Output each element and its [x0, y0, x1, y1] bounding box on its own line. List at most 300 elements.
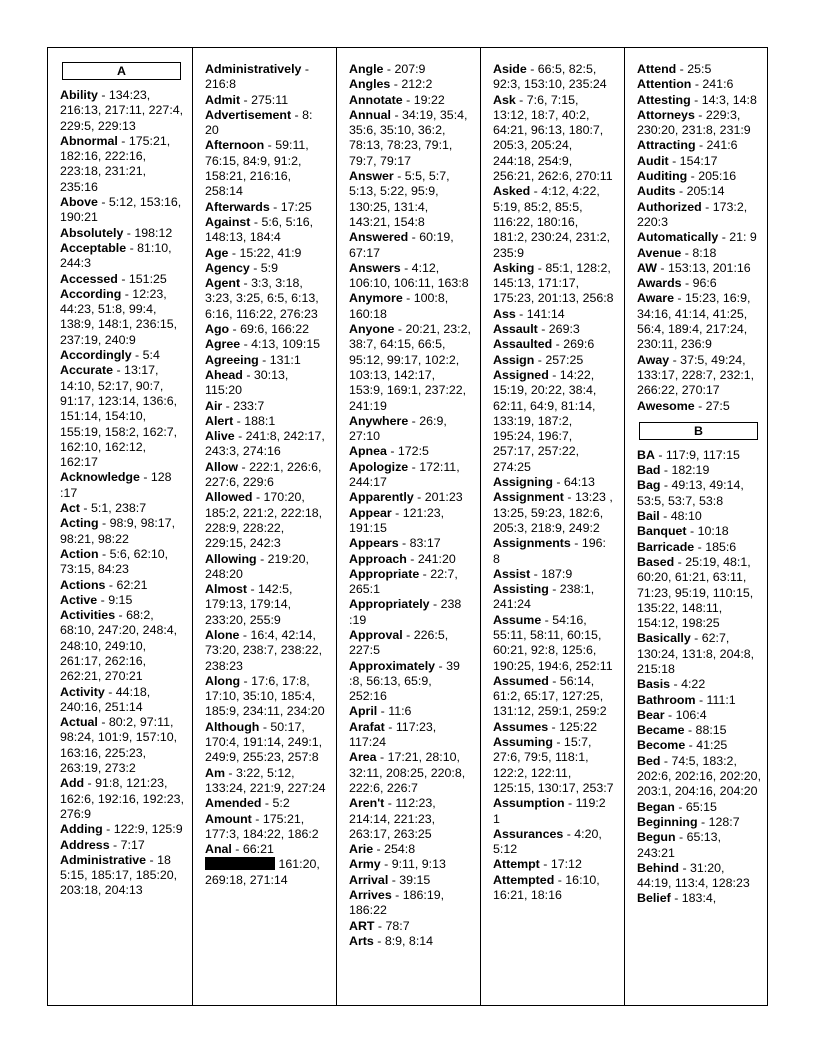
- index-term: Begun: [637, 830, 676, 845]
- page-line-references: 65:15: [685, 799, 717, 814]
- page-line-references: 5:1, 238:7: [90, 501, 147, 516]
- index-term: Assume: [493, 612, 542, 627]
- page-line-references: 22:7, 265:1: [349, 566, 458, 597]
- index-entry: Almost - 142:5, 179:13, 179:14, 233:20, 255:9: [205, 582, 293, 627]
- index-term: Barricade: [637, 539, 695, 554]
- page-line-references: 4:12, 4:22, 5:19, 85:2, 85:5, 116:22, 180:16, 181:2, 230:24, 231:2, 235:9: [493, 184, 611, 260]
- page-line-references: 64:13: [563, 475, 595, 490]
- index-term: Along: [205, 673, 241, 688]
- page-line-references: 31:20, 44:19, 113:4, 128:23: [637, 860, 750, 891]
- index-entry: Anal - 66:21: [205, 842, 274, 857]
- page-line-references: 5:2: [272, 796, 290, 811]
- page-line-references: 183:4,: [681, 891, 717, 906]
- index-term: Accurate: [60, 363, 114, 378]
- page-line-references: 188:1: [244, 413, 276, 428]
- index-entry: Assumes - 125:22: [493, 719, 598, 734]
- index-term: According: [60, 286, 122, 301]
- index-entry: Agent - 3:3, 3:18, 3:23, 3:25, 6:5, 6:13, 6:16, 116:22, 276:23: [205, 276, 319, 321]
- index-term: Bathroom: [637, 692, 696, 707]
- page-line-references: 26:9, 27:10: [349, 413, 447, 444]
- index-entry: Became - 88:15: [637, 723, 727, 738]
- index-entry: Alive - 241:8, 242:17, 243:3, 274:16: [205, 429, 325, 459]
- index-entry: Assault - 269:3: [493, 322, 580, 337]
- page-line-references: 154:17: [679, 153, 718, 168]
- index-term: Accessed: [60, 271, 118, 286]
- index-term: Assumed: [493, 673, 549, 688]
- index-entry: Active - 9:15: [60, 592, 133, 607]
- index-term: Bear: [637, 707, 665, 722]
- index-term: Arrival: [349, 872, 389, 887]
- index-term: Become: [637, 738, 686, 753]
- index-term: Accordingly: [60, 348, 132, 363]
- index-term: Belief: [637, 891, 671, 906]
- index-entry: Assign - 257:25: [493, 352, 584, 367]
- index-term: Annual: [349, 107, 391, 122]
- index-term: Agency: [205, 260, 250, 275]
- page-line-references: 257:25: [545, 352, 584, 367]
- page-line-references: 233:7: [233, 398, 265, 413]
- index-term: Assumes: [493, 719, 549, 734]
- index-term: Add: [60, 776, 85, 791]
- index-entry: Accurate - 13:17, 14:10, 52:17, 90:7, 91:17, 123:14, 136:6, 151:14, 154:10, 155:19, 158:2, 162:7, 162:10, 162:12, 162:17: [60, 363, 178, 470]
- index-entry: Audits - 205:14: [637, 184, 725, 199]
- index-entry: Bail - 48:10: [637, 509, 702, 524]
- index-entry: Arie - 254:8: [349, 842, 416, 857]
- index-entry: Allowed - 170:20, 185:2, 221:2, 222:18, 228:9, 228:22, 229:15, 242:3: [205, 490, 323, 551]
- page-line-references: 59:11, 76:15, 84:9, 91:2, 158:21, 216:16, 258:14: [205, 138, 309, 199]
- index-entry: Allow - 222:1, 226:6, 227:6, 229:6: [205, 459, 322, 490]
- index-entry: Above - 5:12, 153:16, 190:21: [60, 195, 182, 225]
- page-line-references: 100:8, 160:18: [349, 291, 449, 321]
- index-term: Attention: [637, 77, 692, 92]
- page-line-references: 122:9, 125:9: [113, 822, 183, 837]
- index-term: Amount: [205, 811, 252, 826]
- index-entry: Administratively - 216:8: [205, 62, 309, 92]
- page-line-references: 151:25: [128, 271, 167, 286]
- page-line-references: 207:9: [394, 62, 426, 76]
- index-term: Against: [205, 214, 251, 229]
- index-term: Acknowledge: [60, 470, 140, 485]
- index-term: Age: [205, 245, 229, 260]
- index-term: Assist: [493, 566, 531, 581]
- index-entry: Aren't - 112:23, 214:14, 221:23, 263:17, 263:25: [349, 796, 436, 841]
- index-entry: [205, 857, 328, 888]
- page-line-references: 185:6: [705, 539, 737, 554]
- index-entry: Beginning - 128:7: [637, 814, 740, 829]
- index-entry: Actions - 62:21: [60, 577, 148, 592]
- index-term: Bed: [637, 753, 661, 768]
- index-term: Attempt: [493, 857, 540, 872]
- index-entry: Assigning - 64:13: [493, 475, 595, 490]
- index-term: Acting: [60, 516, 99, 531]
- page-line-references: 9:11, 9:13: [391, 857, 446, 872]
- index-term: Afternoon: [205, 138, 265, 153]
- index-term: Alert: [205, 413, 234, 428]
- index-term: BA: [637, 447, 655, 462]
- page-line-references: 69:6, 166:22: [240, 322, 310, 337]
- index-entry: Banquet - 10:18: [637, 524, 729, 539]
- index-term: Aside: [493, 62, 527, 76]
- index-term: Audits: [637, 184, 676, 199]
- index-term: Awards: [637, 276, 682, 291]
- index-entry: Anyone - 20:21, 23:2, 38:7, 64:15, 66:5, 95:12, 99:17, 102:2, 103:13, 142:17, 153:9, 169:1, 237:22, 241:19: [349, 322, 471, 413]
- index-entry: Appropriately - 238 :19: [349, 597, 462, 627]
- page-line-references: 19:22: [413, 92, 445, 107]
- page-line-references: 5:9: [260, 260, 279, 275]
- index-term: Assignment: [493, 490, 564, 505]
- page-line-references: 27:5: [705, 398, 730, 413]
- section-letter-a: A: [62, 62, 181, 80]
- page-line-references: 201:23: [424, 490, 463, 505]
- index-term: Away: [637, 352, 670, 367]
- page-line-references: 5:4: [142, 348, 160, 363]
- index-term: Activities: [60, 608, 116, 623]
- index-entry: Arrival - 39:15: [349, 872, 431, 887]
- page-line-references: 60:19, 67:17: [349, 230, 454, 260]
- page-line-references: 205:14: [686, 184, 725, 199]
- page-line-references: 54:16, 55:11, 58:11, 60:15, 60:21, 92:8, 125:6, 190:25, 194:6, 252:11: [493, 612, 613, 673]
- index-term: Behind: [637, 860, 679, 875]
- index-entry: Air - 233:7: [205, 398, 265, 413]
- page-line-references: 125:22: [559, 719, 598, 734]
- index-term: AW: [637, 260, 657, 275]
- index-term: Abnormal: [60, 133, 118, 148]
- index-term: Active: [60, 592, 98, 607]
- page-line-references: 128 :17: [60, 470, 172, 500]
- page-line-references: 4:12, 106:10, 106:11, 163:8: [349, 260, 469, 291]
- page-line-references: 80:2, 97:11, 98:24, 101:9, 157:10, 163:16, 225:23, 263:19, 273:2: [60, 715, 178, 776]
- index-term: Bail: [637, 509, 660, 524]
- index-entry: Ahead - 30:13, 115:20: [205, 367, 289, 398]
- index-term: Actual: [60, 715, 98, 730]
- index-term: ART: [349, 918, 375, 933]
- index-column-2: [192, 48, 336, 1005]
- index-entry: Act - 5:1, 238:7: [60, 501, 147, 516]
- index-entry: AW - 153:13, 201:16: [637, 260, 751, 275]
- index-entry: Awesome - 27:5: [637, 398, 730, 413]
- page-line-references: 11:6: [388, 704, 412, 719]
- index-entry: According - 12:23, 44:23, 51:8, 99:4, 138:9, 148:1, 236:15, 237:19, 240:9: [60, 286, 178, 347]
- index-entry: Ago - 69:6, 166:22: [205, 322, 310, 337]
- page-line-references: 172:11, 244:17: [349, 459, 460, 490]
- page-line-references: 88:15: [695, 723, 727, 738]
- index-entry: Apnea - 172:5: [349, 444, 429, 459]
- index-term: Answer: [349, 169, 394, 184]
- index-term: Administrative: [60, 852, 147, 867]
- index-entry: Afterwards - 17:25: [205, 199, 312, 214]
- index-entry: Am - 3:22, 5:12, 133:24, 221:9, 227:24: [205, 765, 326, 795]
- index-term: Angles: [349, 77, 391, 92]
- index-term: Adding: [60, 822, 103, 837]
- page-line-references: 241:6: [702, 77, 734, 92]
- index-term: Allowed: [205, 490, 253, 505]
- index-entry: Allowing - 219:20, 248:20: [205, 551, 309, 581]
- index-entry: Appears - 83:17: [349, 536, 441, 551]
- index-term: Ask: [493, 92, 516, 107]
- index-term: Action: [60, 546, 99, 561]
- index-entry: Accessed - 151:25: [60, 271, 167, 286]
- index-entry: Assumption - 119:2 1: [493, 796, 606, 826]
- page-line-references: 12:23, 44:23, 51:8, 99:4, 138:9, 148:1, 236:15, 237:19, 240:9: [60, 286, 178, 347]
- index-entry: Assume - 54:16, 55:11, 58:11, 60:15, 60:21, 92:8, 125:6, 190:25, 194:6, 252:11: [493, 612, 613, 673]
- page-line-references: 65:13, 243:21: [637, 830, 722, 860]
- page-line-references: 17:6, 17:8, 17:10, 35:10, 185:4, 185:9, 234:11, 234:20: [205, 673, 325, 719]
- page-line-references: 238:1, 241:24: [493, 582, 595, 612]
- index-entry: Age - 15:22, 41:9: [205, 245, 302, 260]
- index-entry: Agreeing - 131:1: [205, 352, 301, 367]
- page-line-references: 5:6, 62:10, 73:15, 84:23: [60, 546, 169, 577]
- index-term: Above: [60, 195, 98, 210]
- index-entry: Admit - 275:11: [205, 92, 289, 107]
- index-term: Absolutely: [60, 225, 124, 240]
- index-entry: Annual - 34:19, 35:4, 35:6, 35:10, 36:2, 78:13, 78:23, 79:1, 79:7, 79:17: [349, 107, 468, 168]
- index-term: Ago: [205, 322, 230, 337]
- index-term: Auditing: [637, 169, 688, 184]
- page-line-references: 5:6, 5:16, 148:13, 184:4: [205, 214, 314, 245]
- index-entry: Ability - 134:23, 216:13, 217:11, 227:4, 229:5, 229:13: [60, 88, 184, 133]
- index-term: Appropriately: [349, 597, 430, 612]
- index-entry: Auditing - 205:16: [637, 169, 737, 184]
- index-entry: Assuming - 15:7, 27:6, 79:5, 118:1, 122:2, 122:11, 125:15, 130:17, 253:7: [493, 735, 614, 795]
- page-line-references: 128:7: [708, 814, 740, 829]
- index-term: Appropriate: [349, 566, 420, 581]
- index-column-3: [336, 48, 480, 1005]
- index-entry: Arafat - 117:23, 117:24: [349, 719, 437, 750]
- page-line-references: 13:17, 14:10, 52:17, 90:7, 91:17, 123:14, 136:6, 151:14, 154:10, 155:19, 158:2, 162:7, 162:10, 162:12, 162:17: [60, 363, 178, 470]
- index-entry: Attend - 25:5: [637, 62, 712, 76]
- index-term: Apologize: [349, 459, 409, 474]
- page-line-references: 17:25: [280, 199, 312, 214]
- page-line-references: 21: 9: [729, 230, 757, 245]
- index-term: Address: [60, 837, 110, 852]
- page-line-references: 25:5: [687, 62, 712, 76]
- page-line-references: 20:21, 23:2, 38:7, 64:15, 66:5, 95:12, 99:17, 102:2, 103:13, 142:17, 153:9, 169:1, 237:22, 241:19: [349, 322, 471, 413]
- index-entry: Bathroom - 111:1: [637, 692, 736, 707]
- index-term: Based: [637, 554, 675, 569]
- index-entry: Arrives - 186:19, 186:22: [349, 888, 445, 918]
- page-line-references: 78:7: [385, 918, 410, 933]
- index-entry: Asked - 4:12, 4:22, 5:19, 85:2, 85:5, 116:22, 180:16, 181:2, 230:24, 231:2, 235:9: [493, 184, 611, 260]
- page-line-references: 8:9, 8:14: [384, 933, 434, 948]
- index-entry: April - 11:6: [349, 704, 412, 719]
- index-entry: Anymore - 100:8, 160:18: [349, 291, 449, 321]
- page-line-references: 62:7, 130:24, 131:8, 204:8, 215:18: [637, 631, 755, 676]
- page-line-references: 91:8, 121:23, 162:6, 192:16, 192:23, 276:9: [60, 776, 185, 821]
- index-entry: Absolutely - 198:12: [60, 225, 173, 240]
- index-term: Assault: [493, 322, 538, 337]
- index-entry: Along - 17:6, 17:8, 17:10, 35:10, 185:4, 185:9, 234:11, 234:20: [205, 673, 325, 719]
- page-line-references: 269:3: [548, 322, 580, 337]
- index-entry: Attempted - 16:10, 16:21, 18:16: [493, 872, 600, 903]
- index-entry: Accordingly - 5:4: [60, 348, 160, 363]
- page-line-references: 10:18: [697, 524, 729, 539]
- index-entry: Acceptable - 81:10, 244:3: [60, 240, 172, 271]
- index-term: Attracting: [637, 138, 696, 153]
- page-line-references: 241:6: [706, 138, 738, 153]
- index-term: Attorneys: [637, 107, 695, 122]
- page-line-references: 131:1: [269, 352, 301, 367]
- index-term: Acceptable: [60, 240, 127, 255]
- page-line-references: 85:1, 128:2, 145:13, 171:17, 175:23, 201:13, 256:8: [493, 260, 614, 306]
- index-term: Basically: [637, 631, 691, 646]
- index-entry: Based - 25:19, 48:1, 60:20, 61:21, 63:11, 71:23, 95:19, 110:15, 135:22, 148:11, 154:12, 198:25: [637, 554, 754, 631]
- index-term: Actions: [60, 577, 106, 592]
- index-term: Appear: [349, 505, 392, 520]
- index-term: Agreeing: [205, 352, 259, 367]
- index-term: Appears: [349, 536, 399, 551]
- page-line-references: 153:13, 201:16: [667, 260, 751, 275]
- index-entry: Asking - 85:1, 128:2, 145:13, 171:17, 175:23, 201:13, 256:8: [493, 260, 614, 306]
- index-term: Awesome: [637, 398, 695, 413]
- index-entry: Amended - 5:2: [205, 796, 290, 811]
- page-line-references: 17:21, 28:10, 32:11, 208:25, 220:8, 222:6, 226:7: [349, 750, 466, 795]
- index-term: Annotate: [349, 92, 403, 107]
- page-line-references: 34:19, 35:4, 35:6, 35:10, 36:2, 78:13, 78:23, 79:1, 79:7, 79:17: [349, 107, 468, 168]
- index-entry: Alert - 188:1: [205, 413, 276, 428]
- page-line-references: 241:8, 242:17, 243:3, 274:16: [205, 429, 325, 459]
- page-line-references: 182:19: [671, 463, 710, 478]
- index-entry: Attempt - 17:12: [493, 857, 582, 872]
- page-line-references: 15:22, 41:9: [239, 245, 302, 260]
- page-line-references: 187:9: [541, 566, 573, 581]
- index-entry: Acting - 98:9, 98:17, 98:21, 98:22: [60, 516, 176, 546]
- page-line-references: 175:21, 177:3, 184:22, 186:2: [205, 811, 319, 841]
- index-term: Administratively: [205, 62, 302, 76]
- index-term: Authorized: [637, 199, 702, 214]
- page-line-references: 8:18: [692, 245, 717, 260]
- index-entry: Activities - 68:2, 68:10, 247:20, 248:4, 248:10, 249:10, 261:17, 262:16, 262:21, 270:21: [60, 608, 178, 684]
- index-column-4: [480, 48, 624, 1005]
- redaction-block: [205, 857, 275, 870]
- index-term: Ability: [60, 88, 98, 102]
- page-line-references: 226:5, 227:5: [349, 627, 449, 658]
- index-entry: Basically - 62:7, 130:24, 131:8, 204:8, 215:18: [637, 631, 755, 676]
- index-term: Anywhere: [349, 413, 409, 428]
- page-line-references: 161:20, 269:18, 271:14: [205, 857, 320, 887]
- index-term: Army: [349, 857, 381, 872]
- page-line-references: 16:10, 16:21, 18:16: [493, 872, 600, 903]
- index-entry: Adding - 122:9, 125:9: [60, 822, 183, 837]
- index-entry: Become - 41:25: [637, 738, 728, 753]
- index-entry: Begun - 65:13, 243:21: [637, 830, 722, 860]
- index-term: Audit: [637, 153, 669, 168]
- index-term: Agent: [205, 276, 241, 291]
- page-line-references: 5:12, 153:16, 190:21: [60, 195, 182, 225]
- page-line-references: 7:17: [120, 837, 145, 852]
- index-entry: Authorized - 173:2, 220:3: [637, 199, 748, 229]
- index-entry: Answers - 4:12, 106:10, 106:11, 163:8: [349, 260, 469, 291]
- index-entry: Anywhere - 26:9, 27:10: [349, 413, 447, 444]
- page-line-references: 121:23, 191:15: [349, 505, 445, 535]
- index-term: Beginning: [637, 814, 698, 829]
- page-line-references: 18 5:15, 185:17, 185:20, 203:18, 204:13: [60, 852, 178, 898]
- page-line-references: 117:9, 117:15: [665, 447, 740, 462]
- index-entry: Activity - 44:18, 240:16, 251:14: [60, 684, 151, 714]
- index-term: Anal: [205, 842, 232, 857]
- page-line-references: 74:5, 183:2, 202:6, 202:16, 202:20, 203:1, 204:16, 204:20: [637, 753, 762, 799]
- index-term: Asked: [493, 184, 531, 199]
- page-line-references: 16:4, 42:14, 73:20, 238:7, 238:22, 238:23: [205, 627, 323, 673]
- page-line-references: 216:8: [205, 77, 237, 92]
- index-term: Automatically: [637, 230, 719, 245]
- index-term: Approval: [349, 627, 403, 642]
- index-entry: Appear - 121:23, 191:15: [349, 505, 445, 535]
- page-line-references: 4:13, 109:15: [251, 337, 321, 352]
- page-line-references: 229:3, 230:20, 231:8, 231:9: [637, 107, 751, 138]
- index-entry: Aware - 15:23, 16:9, 34:16, 41:14, 41:25, 56:4, 189:4, 217:24, 230:11, 236:9: [637, 291, 751, 352]
- index-term: Area: [349, 750, 377, 765]
- index-entry: Attesting - 14:3, 14:8: [637, 92, 757, 107]
- index-term: Assurances: [493, 826, 564, 841]
- index-entry: Answer - 5:5, 5:7, 5:13, 5:22, 95:9, 130:25, 131:4, 143:21, 154:8: [349, 169, 450, 229]
- page-line-references: 269:6: [563, 337, 595, 352]
- index-entry: Assaulted - 269:6: [493, 337, 595, 352]
- index-term: Advertisement: [205, 107, 292, 122]
- index-entry: ART - 78:7: [349, 918, 410, 933]
- index-term: Bad: [637, 463, 661, 478]
- index-term: Assumption: [493, 796, 565, 811]
- index-entry: Appropriate - 22:7, 265:1: [349, 566, 458, 597]
- page-line-references: 37:5, 49:24, 133:17, 228:7, 232:1, 266:22, 270:17: [637, 352, 755, 398]
- page-line-references: 106:4: [675, 707, 707, 722]
- page-line-references: 3:22, 5:12, 133:24, 221:9, 227:24: [205, 765, 326, 795]
- index-term: Attesting: [637, 92, 691, 107]
- index-term: Avenue: [637, 245, 682, 260]
- index-entry: Agency - 5:9: [205, 260, 279, 275]
- page-line-references: 117:23, 117:24: [349, 719, 437, 750]
- index-entry: Attention - 241:6: [637, 77, 734, 92]
- index-entry: Although - 50:17, 170:4, 191:14, 249:1, 249:9, 255:23, 257:8: [205, 719, 323, 765]
- index-term: Ass: [493, 306, 516, 321]
- index-entry: Assisting - 238:1, 241:24: [493, 582, 595, 612]
- index-term: Anymore: [349, 291, 403, 306]
- index-entry: Barricade - 185:6: [637, 539, 737, 554]
- index-term: Assign: [493, 352, 535, 367]
- page-line-references: 81:10, 244:3: [60, 240, 172, 271]
- index-entry: Angles - 212:2: [349, 77, 433, 92]
- index-term: Amended: [205, 796, 262, 811]
- index-entry: Approval - 226:5, 227:5: [349, 627, 449, 658]
- index-entry: Administrative - 18 5:15, 185:17, 185:20, 203:18, 204:13: [60, 852, 178, 898]
- page-line-references: 39:15: [399, 872, 431, 887]
- page-line-references: 205:16: [698, 169, 737, 184]
- index-term: Became: [637, 723, 685, 738]
- page-line-references: 96:6: [692, 276, 717, 291]
- index-term: Assuming: [493, 735, 553, 750]
- index-entry: Awards - 96:6: [637, 276, 717, 291]
- index-term: Angle: [349, 62, 384, 76]
- page-line-references: 8: 20: [205, 107, 313, 138]
- page-line-references: 62:21: [116, 577, 148, 592]
- index-term: Arie: [349, 842, 374, 857]
- index-entry: Aside - 66:5, 82:5, 92:3, 153:10, 235:24: [493, 62, 607, 92]
- index-term: Apnea: [349, 444, 387, 459]
- page-line-references: 9:15: [108, 592, 133, 607]
- index-term: Answers: [349, 260, 401, 275]
- page-line-references: 66:5, 82:5, 92:3, 153:10, 235:24: [493, 62, 607, 92]
- index-term: Afterwards: [205, 199, 270, 214]
- page-line-references: 134:23, 216:13, 217:11, 227:4, 229:5, 229:13: [60, 88, 184, 133]
- index-column-1: [48, 48, 192, 1005]
- index-entry: Afternoon - 59:11, 76:15, 84:9, 91:2, 158:21, 216:16, 258:14: [205, 138, 309, 199]
- index-entry: Ass - 141:14: [493, 306, 565, 321]
- index-term: April: [349, 704, 378, 719]
- page-line-references: 175:21, 182:16, 222:16, 223:18, 231:21, 235:16: [60, 133, 171, 194]
- page-line-references: 241:20: [417, 551, 456, 566]
- index-term: Allow: [205, 459, 239, 474]
- page-line-references: 196: 8: [493, 536, 606, 566]
- index-term: Approach: [349, 551, 407, 566]
